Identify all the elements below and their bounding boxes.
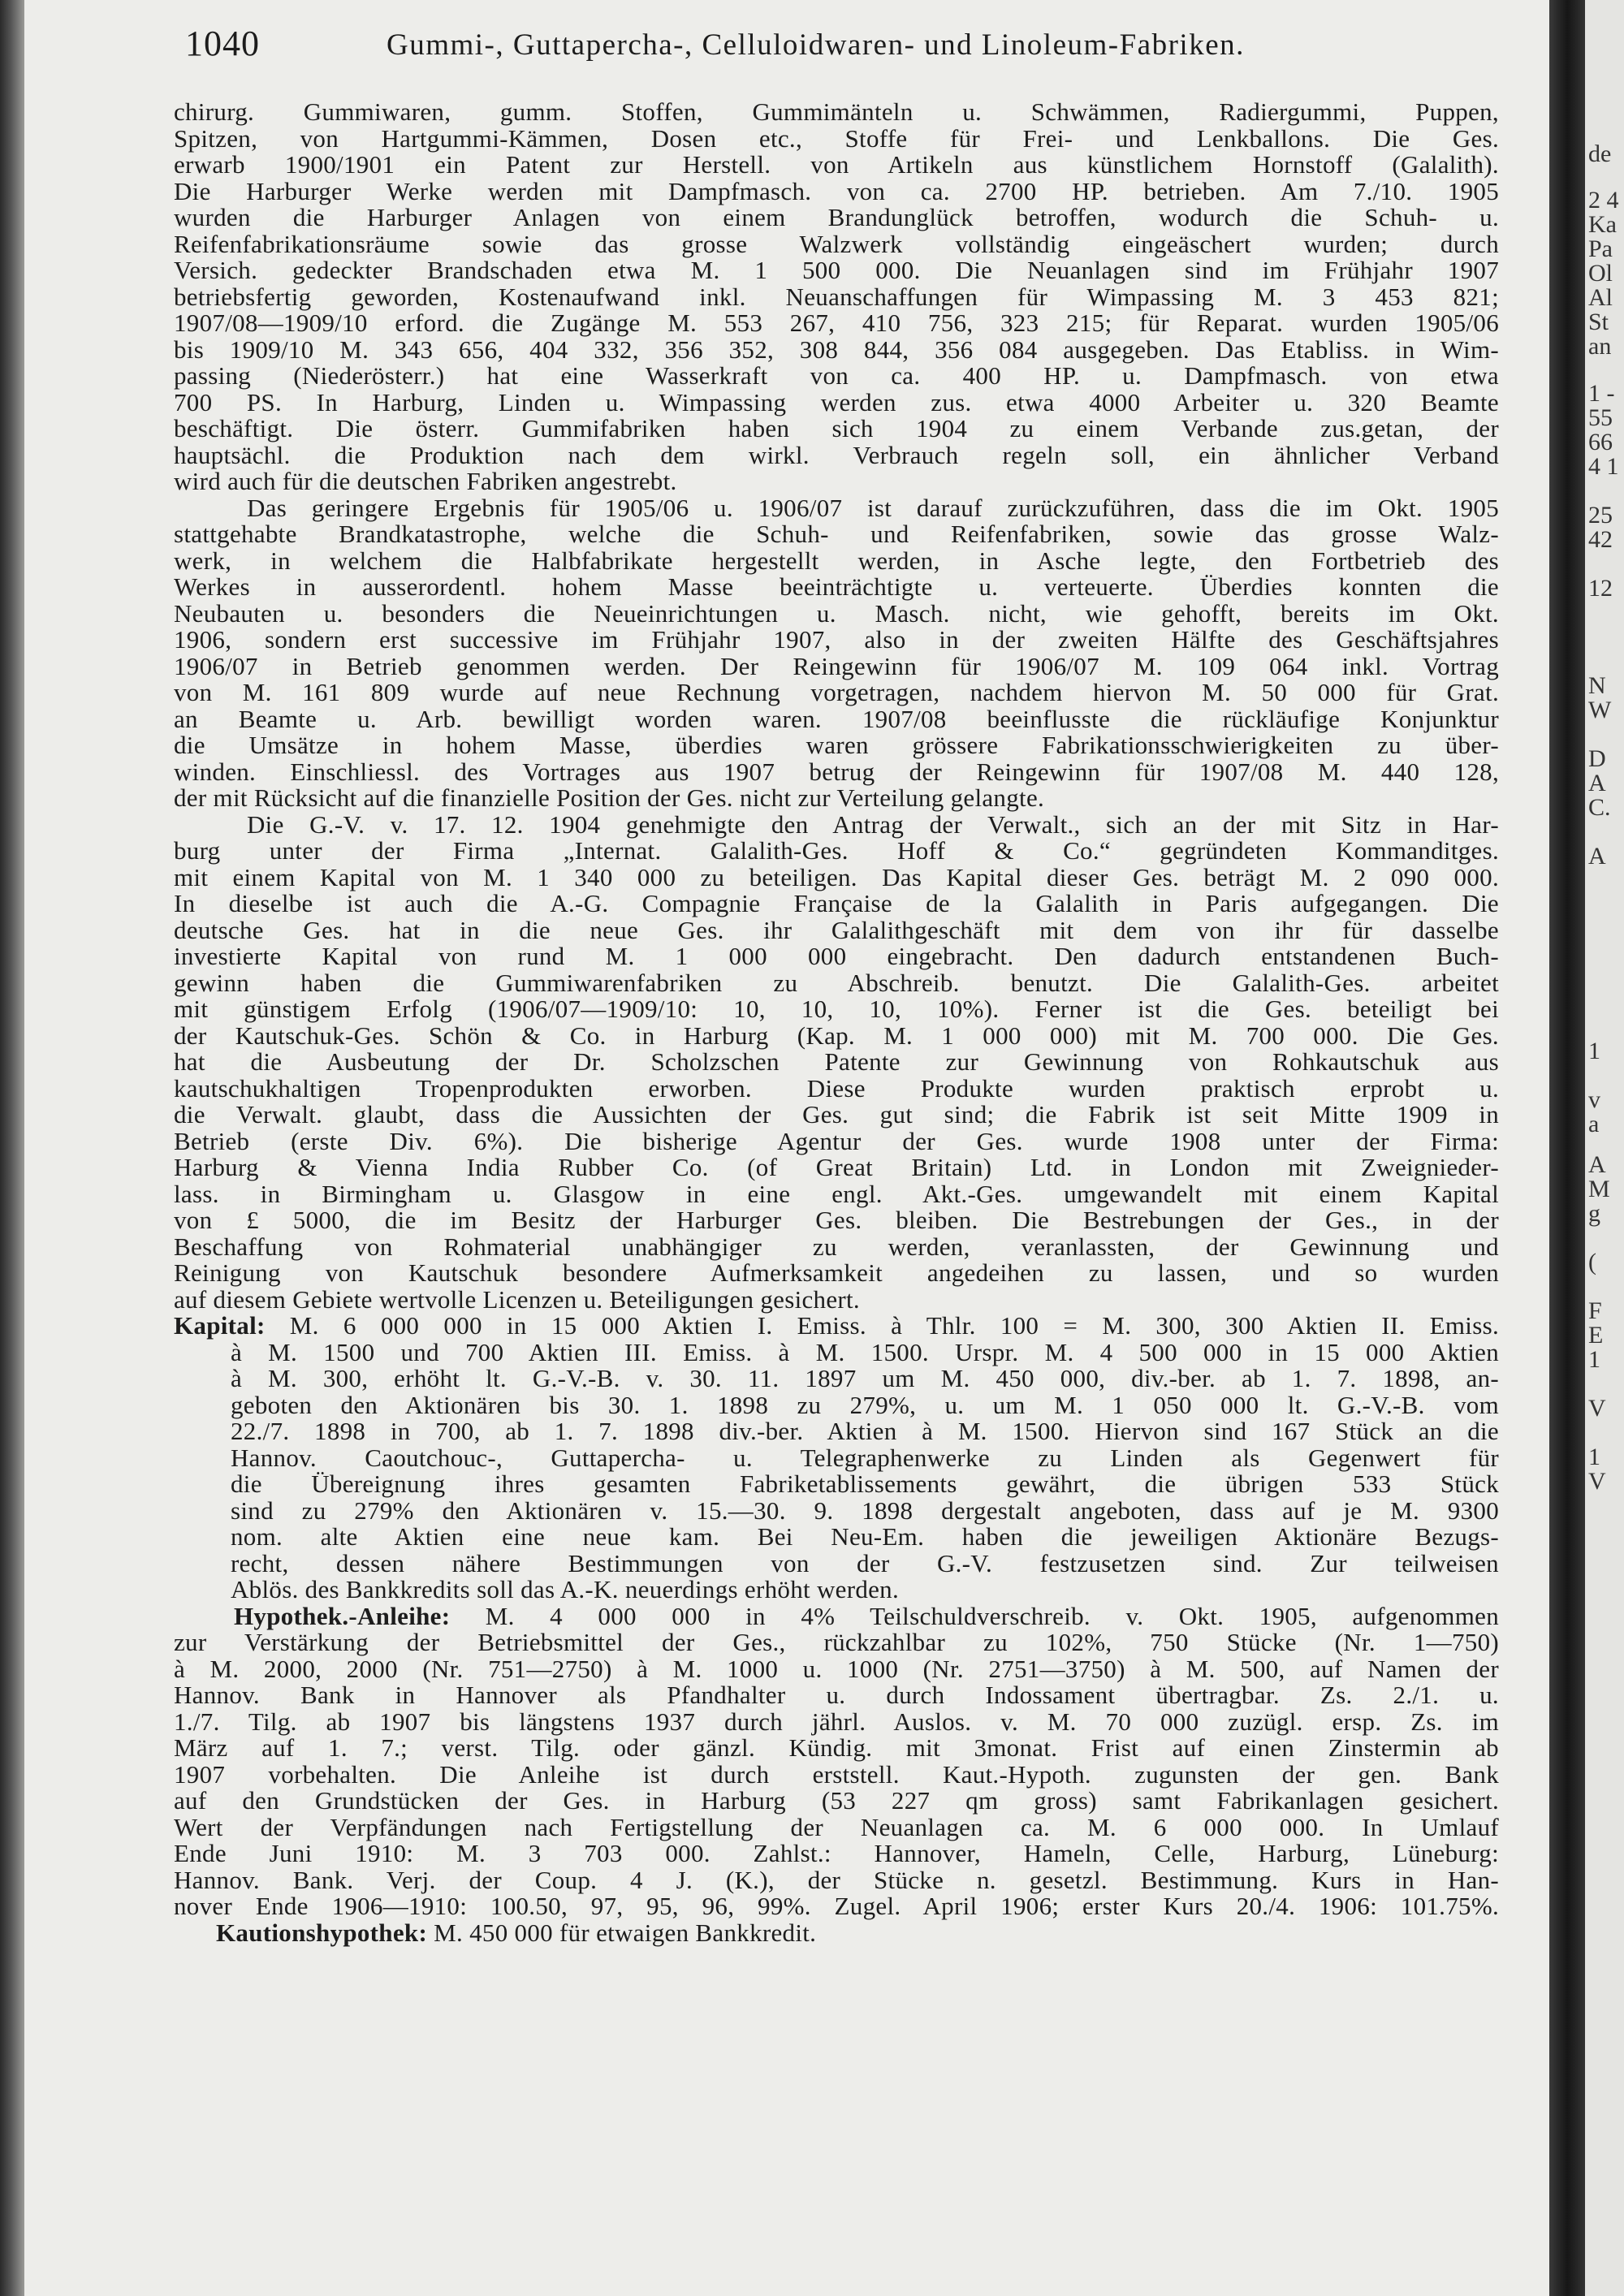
line-text: Harburg & Vienna India Rubber Co. (of Great Britain) Ltd. in London mit Zweignieder- [174,1153,1499,1181]
text-line [174,1920,1499,1947]
line-text: gewinn haben die Gummiwarenfabriken zu Abschreib. benutzt. Die Galalith-Ges. arbeitet [174,968,1499,997]
text-line [174,99,1499,126]
text-line [174,1735,1499,1762]
section-label: Hypothek.-Anleihe: [234,1601,451,1630]
text-line [174,970,1499,997]
line-text: à M. 300, erhöht lt. G.-V.-B. v. 30. 11. 1897 um M. 450 000, div.-ber. ab 1. 7. 1898, an- [231,1364,1499,1392]
line-text: kautschukhaltigen Tropenprodukten erworben. Diese Produkte wurden praktisch erprobt u. [174,1073,1499,1103]
facing-page-fragment: E [1588,1322,1604,1349]
line-text: deutsche Ges. hat in die neue Ges. ihr Galalithgeschäft mit dem von ihr für dasselbe [174,915,1499,944]
facing-page-fragment: 1 [1588,1444,1600,1470]
line-text: hauptsächl. die Produktion nach dem wirkl. Verbrauch regeln soll, ein ähnlicher Verband [174,440,1499,469]
line-text: Das geringere Ergebnis für 1905/06 u. 1906/07 ist darauf zurückzuführen, dass die im Okt. 1905 [247,493,1499,522]
facing-page-fragment: 55 [1588,404,1613,431]
text-line [174,759,1499,786]
text-line [174,176,1499,205]
line-text: Hannov. Bank in Hannover als Pfandhalter u. durch Indossament übertragbar. Zs. 2./1. u. [174,1681,1499,1709]
text-line [174,1366,1499,1392]
text-line [174,1495,1499,1525]
line-text: wurden die Harburger Anlagen von einem Brandunglück betroffen, wodurch die Schuh- u. [174,203,1499,231]
facing-page-fragment: 12 [1588,575,1613,602]
line-text: mit günstigem Erfolg (1906/07—1909/10: 10, 10, 10, 10%). Ferner ist die Ges. beteiligt bei [174,995,1499,1023]
text-line [174,334,1499,364]
line-text: In dieselbe ist auch die A.-G. Compagnie Française de la Galalith in Paris aufgegangen. Die [174,889,1499,917]
facing-page-fragment: Ol [1588,260,1613,287]
text-line [174,1284,1499,1314]
line-text: M. 6 000 000 in 15 000 Aktien I. Emiss. à Thlr. 100 = M. 300, 300 Aktien II. Emiss. [265,1311,1499,1340]
line-text: von M. 161 809 wurde auf neue Rechnung vorgetragen, nachdem hiervon M. 50 000 für Grat. [174,678,1499,706]
line-text: 1906, sondern erst successive im Frühjahr 1907, also in der zweiten Hälfte des Geschäftsjahres [174,625,1499,654]
text-line [174,1548,1499,1577]
text-line [174,1337,1499,1366]
line-text: zur Verstärkung der Betriebsmittel der Ges., rückzahlbar zu 102%, 750 Stücke (Nr. 1—750) [174,1628,1499,1656]
text-line [174,468,1499,495]
line-text: an Beamte u. Arb. bewilligt worden waren. 1907/08 beeinflusste die rückläufige Konjunktur [174,704,1499,733]
line-text: à M. 1500 und 700 Aktien III. Emiss. à M. 1500. Urspr. M. 4 500 000 in 15 000 Aktien [231,1337,1499,1366]
line-text: Wert der Verpfändungen nach Fertigstellung der Neuanlagen ca. M. 6 000 000. In Umlauf [174,1812,1499,1841]
line-text: sind zu 279% den Aktionären v. 15.—30. 9. 1898 dergestalt angeboten, dass auf je M. 9300 [231,1495,1499,1525]
facing-page-edge [1585,0,1624,2296]
facing-page-fragment: 4 1 [1588,453,1619,480]
text-line [174,387,1499,416]
line-text: à M. 2000, 2000 (Nr. 751—2750) à M. 1000 u. 1000 (Nr. 2751—3750) à M. 500, auf Namen der [174,1654,1499,1683]
facing-page-fragment: A [1588,843,1606,870]
text-line [174,1260,1499,1287]
book-gutter [1549,0,1585,2296]
page-number: 1040 [185,24,260,63]
text-line [174,1418,1499,1445]
text-line [174,627,1499,654]
text-line [174,1788,1499,1815]
line-text: von £ 5000, die im Besitz der Harburger Ges. bleiben. Die Bestrebungen der Ges., in der [174,1206,1499,1234]
line-text: die Verwalt. glaubt, dass die Aussichten der Ges. gut sind; die Fabrik ist seit Mitte 1909 in [174,1100,1499,1129]
line-text: Spitzen, von Hartgummi-Kämmen, Dosen etc., Stoffe für Frei- und Lenkballons. Die Ges. [174,123,1499,153]
line-text: 1907/08—1909/10 erford. die Zugänge M. 553 267, 410 756, 323 215; für Reparat. wurden 1905/06 [174,309,1499,337]
text-line [174,284,1499,311]
text-line [174,310,1499,337]
text-line [174,1207,1499,1234]
facing-page-fragment: V [1588,1395,1606,1422]
facing-page-fragment: an [1588,333,1612,360]
facing-page-fragment: 1 - [1588,380,1615,407]
facing-page-fragment: N [1588,672,1606,699]
facing-page-fragment: de [1588,140,1612,167]
line-text: recht, dessen nähere Bestimmungen von der G.-V. festzusetzen sind. Zur teilweisen [231,1548,1499,1577]
text-line [174,1893,1499,1920]
text-line [174,732,1499,759]
text-line [174,1073,1499,1103]
running-head: Gummi-, Guttapercha-, Celluloidwaren- und Linoleum-Fabriken. [387,28,1245,62]
facing-page-fragment: A [1588,770,1606,796]
line-text: Ablös. des Bankkredits soll das A.-K. neuerdings erhöht werden. [231,1575,900,1603]
facing-page-fragment: C. [1588,794,1611,821]
section-label: Kautionshypothek: [216,1918,428,1947]
facing-page-fragment: W [1588,697,1612,723]
line-text: Reinigung von Kautschuk besondere Aufmerksamkeit angedeihen zu lassen, und so wurden [174,1258,1499,1287]
facing-page-fragment: Ka [1588,211,1617,238]
facing-page-fragment: 42 [1588,526,1613,553]
text-line [174,1049,1499,1076]
text-line [174,785,1499,812]
text-line [174,1841,1499,1867]
facing-page-fragment: g [1588,1200,1600,1227]
line-text: März auf 1. 7.; verst. Tilg. oder gänzl. Kündig. mit 3monat. Frist auf einen Zinstermin ab [174,1733,1499,1762]
text-line [174,706,1499,733]
facing-page-fragment: 2 4 [1588,187,1619,214]
line-text: 22./7. 1898 in 700, ab 1. 7. 1898 div.-ber. Aktien à M. 1500. Hiervon sind 167 Stück an die [231,1417,1499,1445]
facing-page-fragment: St [1588,309,1609,335]
facing-page-fragment: 25 [1588,502,1613,529]
text-line [174,809,1499,839]
line-text: Versich. gedeckter Brandschaden etwa M. 1 500 000. Die Neuanlagen sind im Frühjahr 1907 [174,256,1499,284]
facing-page-fragment: M [1588,1176,1610,1202]
text-line [174,917,1499,944]
text-line [174,1445,1499,1472]
text-line [174,1392,1499,1419]
line-text: der mit Rücksicht auf die finanzielle Position der Ges. nicht zur Verteilung gelangte. [174,783,1045,812]
line-text: Neubauten u. besonders die Neueinrichtungen u. Masch. nicht, wie gehofft, bereits im Okt. [174,598,1499,628]
line-text: passing (Niederösterr.) hat eine Wasserkraft von ca. 400 HP. u. Dampfmasch. von etwa [174,361,1499,390]
line-text: 700 PS. In Harburg, Linden u. Wimpassing werden zus. etwa 4000 Arbeiter u. 320 Beamte [174,387,1499,416]
text-line [174,1313,1499,1340]
line-text: Betrieb (erste Div. 6%). Die bisherige Agentur der Ges. wurde 1908 unter der Firma: [174,1126,1499,1155]
line-text: Beschaffung von Rohmaterial unabhängiger zu werden, veranlassten, der Gewinnung und [174,1232,1499,1261]
left-page-edge [0,0,24,2296]
facing-page-fragment: A [1588,1151,1606,1178]
line-text: die Übereignung ihres gesamten Fabriketablissements gewährt, die übrigen 533 Stück [231,1470,1499,1498]
text-line [174,152,1499,179]
line-text: burg unter der Firma „Internat. Galalith-Ges. Hoff & Co.“ gegründeten Kommanditges. [174,836,1499,865]
section-label: Kapital: [174,1311,266,1340]
line-text: auf diesem Gebiete wertvolle Licenzen u. Beteiligungen gesichert. [174,1284,860,1314]
line-text: wird auch für die deutschen Fabriken angestrebt. [174,467,677,495]
facing-page-fragment: ( [1588,1249,1596,1275]
facing-page-fragment: V [1588,1468,1606,1495]
line-text: lass. in Birmingham u. Glasgow in eine engl. Akt.-Ges. umgewandelt mit einem Kapital [174,1179,1499,1208]
line-text: M. 4 000 000 in 4% Teilschuldverschreib. v. Okt. 1905, aufgenommen [450,1601,1499,1630]
line-text: Die G.-V. v. 17. 12. 1904 genehmigte den Antrag der Verwalt., sich an der mit Sitz in Har- [247,809,1499,839]
text-line [174,495,1499,522]
line-text: 1907 vorbehalten. Die Anleihe ist durch erststell. Kaut.-Hypoth. zugunsten der gen. Bank [174,1759,1499,1789]
line-text: Ende Juni 1910: M. 3 703 000. Zahlst.: Hannover, Hameln, Celle, Harburg, Lüneburg: [174,1839,1499,1867]
line-text: Die Harburger Werke werden mit Dampfmasch. von ca. 2700 HP. betrieben. Am 7./10. 1905 [174,176,1499,205]
facing-page-fragment: a [1588,1111,1600,1137]
line-text: Hannov. Caoutchouc-, Guttapercha- u. Telegraphenwerke zu Linden als Gegenwert für [231,1443,1499,1472]
line-text: 1906/07 in Betrieb genommen werden. Der Reingewinn für 1906/07 M. 109 064 inkl. Vortrag [174,651,1499,680]
text-line [174,1603,1499,1630]
line-text: betriebsfertig geworden, Kostenaufwand inkl. Neuanschaffungen für Wimpassing M. 3 453 821; [174,282,1499,311]
line-text: mit einem Kapital von M. 1 340 000 zu beteiligen. Das Kapital dieser Ges. beträgt M. 2 090 000. [174,862,1499,891]
text-line [174,1102,1499,1129]
line-text: 1./7. Tilg. ab 1907 bis längstens 1937 durch jährl. Auslos. v. M. 70 000 zuzügl. ersp. Zs. im [174,1707,1499,1736]
text-line [174,1471,1499,1498]
facing-page-fragment: 1 [1588,1038,1600,1064]
facing-page-fragment: v [1588,1086,1600,1113]
text-line [174,1234,1499,1261]
text-line [174,574,1499,601]
text-line [174,1629,1499,1656]
facing-page-fragment: 66 [1588,429,1613,455]
text-line [174,651,1499,680]
line-text: nover Ende 1906—1910: 100.50, 97, 95, 96, 99%. Zugel. April 1906; erster Kurs 20./4. 1906: 101.75%. [174,1892,1499,1920]
facing-page-fragment: Pa [1588,235,1613,262]
line-text: investierte Kapital von rund M. 1 000 000 eingebracht. Den dadurch entstandenen Buch- [174,942,1499,970]
line-text: werk, in welchem die Halbfabrikate hergestellt werden, in Asche legte, den Fortbetrieb des [174,546,1499,575]
text-line [174,1154,1499,1181]
line-text: erwarb 1900/1901 ein Patent zur Herstell. von Artikeln aus künstlichem Hornstoff (Galalith). [174,150,1499,179]
text-line [174,1023,1499,1050]
text-line [174,1656,1499,1683]
text-line [174,205,1499,231]
line-text: M. 450 000 für etwaigen Bankkredit. [427,1918,817,1947]
text-line [174,257,1499,284]
text-line [174,1126,1499,1155]
facing-page-fragment: D [1588,745,1606,772]
text-line [174,1759,1499,1789]
line-text: Reifenfabrikationsräume sowie das grosse Walzwerk vollständig eingeäschert wurden; durch [174,229,1499,258]
text-line [174,1812,1499,1841]
text-line [174,891,1499,917]
text-line [174,1181,1499,1208]
text-line [174,943,1499,970]
line-text: die Umsätze in hohem Masse, überdies waren grössere Fabrikationsschwierigkeiten zu über- [174,731,1499,759]
line-text: nom. alte Aktien eine neue kam. Bei Neu-Em. haben die jeweiligen Aktionäre Bezugs- [231,1522,1499,1551]
line-text: winden. Einschliessl. des Vortrages aus 1907 betrug der Reingewinn für 1907/08 M. 440 128, [174,757,1499,786]
text-line [174,416,1499,442]
line-text: geboten den Aktionären bis 30. 1. 1898 zu 279%, u. um M. 1 050 000 lt. G.-V.-B. vom [231,1390,1499,1419]
line-text: chirurg. Gummiwaren, gumm. Stoffen, Gummimänteln u. Schwämmen, Radiergummi, Puppen, [174,97,1499,126]
text-line [174,1524,1499,1551]
line-text: Werkes in ausserordentl. hohem Masse beeinträchtigte u. verteuerte. Überdies konnten die [174,572,1499,601]
text-line [174,1709,1499,1736]
text-line [174,231,1499,258]
line-text: auf den Grundstücken der Ges. in Harburg (53 227 qm gross) samt Fabrikanlagen gesichert. [174,1786,1499,1815]
line-text: bis 1909/10 M. 343 656, 404 332, 356 352, 308 844, 356 084 ausgegeben. Das Etabliss. in Wim- [174,334,1499,364]
text-line [174,1682,1499,1709]
text-line [174,862,1499,891]
text-line [174,442,1499,469]
text-line [174,123,1499,153]
line-text: stattgehabte Brandkatastrophe, welche die Schuh- und Reifenfabriken, sowie das grosse Walz- [174,520,1499,548]
text-line [174,521,1499,548]
line-text: Hannov. Bank. Verj. der Coup. 4 J. (K.), der Stücke n. gesetzl. Bestimmung. Kurs in Han- [174,1865,1499,1894]
text-line [174,363,1499,390]
text-line [174,1867,1499,1894]
text-line [174,1577,1499,1603]
text-line [174,598,1499,628]
text-line [174,838,1499,865]
body-text [174,99,1499,1946]
line-text: hat die Ausbeutung der Dr. Scholzschen Patente zur Gewinnung von Rohkautschuk aus [174,1047,1499,1076]
text-line [174,680,1499,706]
text-line [174,996,1499,1023]
line-text: beschäftigt. Die österr. Gummifabriken haben sich 1904 zu einem Verbande zus.getan, der [174,414,1499,442]
facing-page-fragment: 1 [1588,1346,1600,1373]
facing-page-fragment: Al [1588,284,1613,311]
line-text: der Kautschuk-Ges. Schön & Co. in Harburg (Kap. M. 1 000 000) mit M. 700 000. Die Ges. [174,1021,1499,1050]
text-line [174,548,1499,575]
facing-page-fragment: F [1588,1297,1602,1324]
